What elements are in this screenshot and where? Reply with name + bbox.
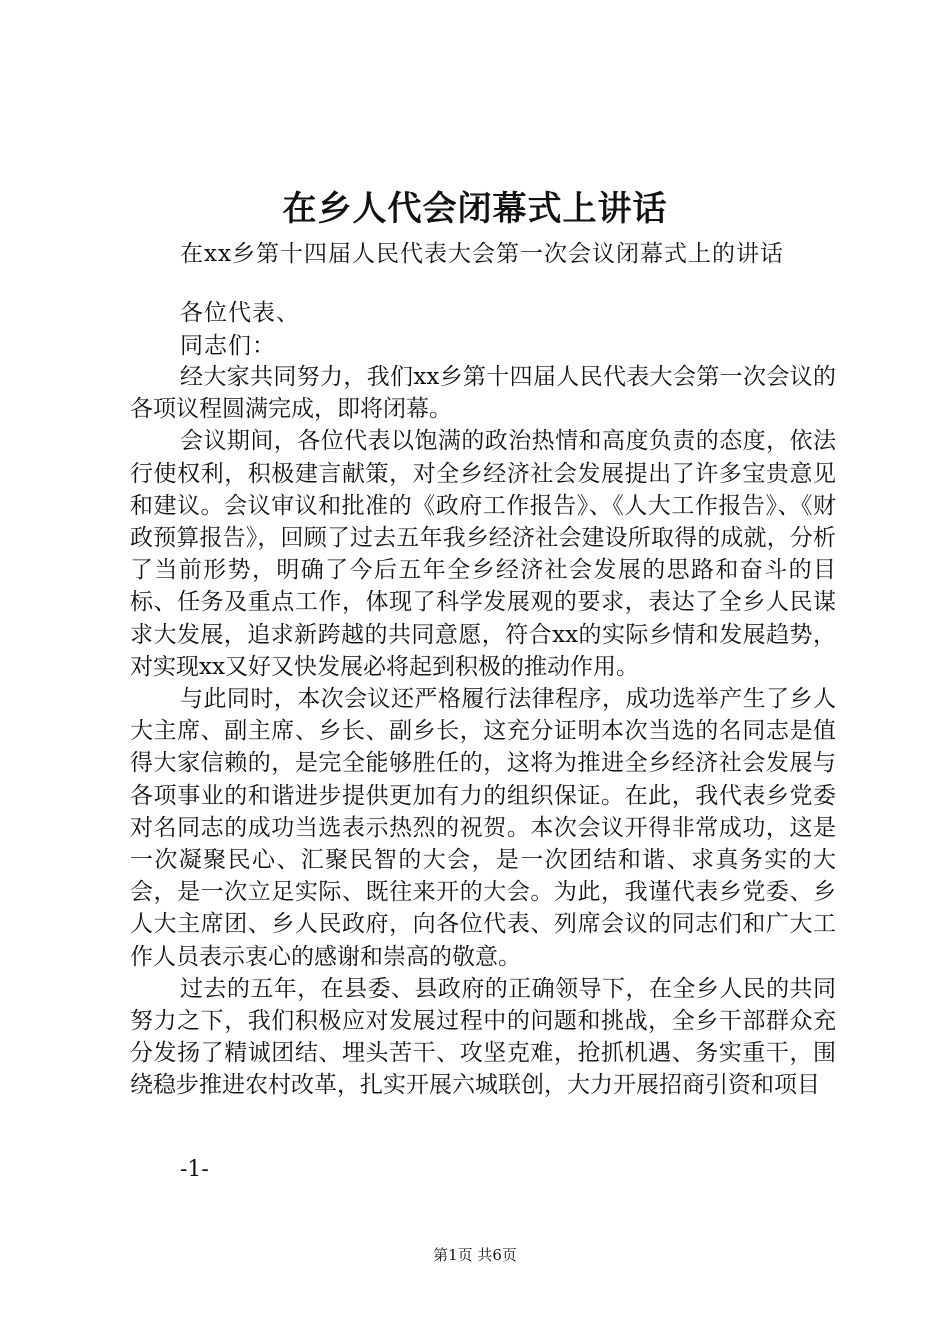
paragraph-1: 经大家共同努力，我们xx乡第十四届人民代表大会第一次会议的各项议程圆满完成，即将闭幕。: [130, 364, 836, 423]
paragraph-2: 会议期间，各位代表以饱满的政治热情和高度负责的态度，依法行使权利，积极建言献策，对全乡经济社会发展提出了许多宝贵意见和建议。会议审议和批准的《政府工作报告》、《人大工作报告》、《财政预算报告》，回顾了过去五年我乡经济社会建设所取得的成就，分析了当前形势，明确了今后五年全乡经济社会发展的思路和奋斗的目标、任务及重点工作，体现了科学发展观的要求，表达了全乡人民谋求大发展，追求新跨越的共同意愿，符合xx的实际乡情和发展趋势，对实现xx又好又快发展必将起到积极的推动作用。: [130, 428, 836, 680]
page-marker: -1-: [180, 1157, 209, 1182]
page-footer: 第1页 共6页: [433, 1246, 517, 1264]
paragraph-3: 与此同时，本次会议还严格履行法律程序，成功选举产生了乡人大主席、副主席、乡长、副乡长，这充分证明本次当选的名同志是值得大家信赖的，是完全能够胜任的，这将为推进全乡经济社会发展与各项事业的和谐进步提供更加有力的组织保证。在此，我代表乡党委对名同志的成功当选表示热烈的祝贺。本次会议开得非常成功，这是一次凝聚民心、汇聚民智的大会，是一次团结和谐、求真务实的大会，是一次立足实际、既往来开的大会。为此，我谨代表乡党委、乡人大主席团、乡人民政府，向各位代表、列席会议的同志们和广大工作人员表示衷心的感谢和崇高的敬意。: [130, 686, 836, 970]
paragraph-4: 过去的五年，在县委、县政府的正确领导下，在全乡人民的共同努力之下，我们积极应对发展过程中的问题和挑战，全乡干部群众充分发扬了精诚团结、埋头苦干、攻坚克难，抢抓机遇、务实重干，围绕稳步推进农村改革，扎实开展六城联创，大力开展招商引资和项目: [130, 975, 836, 1099]
document-title: 在乡人代会闭幕式上讲话: [282, 189, 668, 229]
document-body: [130, 361, 836, 1102]
salutation-line-1: 各位代表、: [180, 300, 300, 326]
document-subtitle: 在xx乡第十四届人民代表大会第一次会议闭幕式上的讲话: [180, 241, 784, 267]
salutation-line-2: 同志们：: [180, 333, 276, 359]
